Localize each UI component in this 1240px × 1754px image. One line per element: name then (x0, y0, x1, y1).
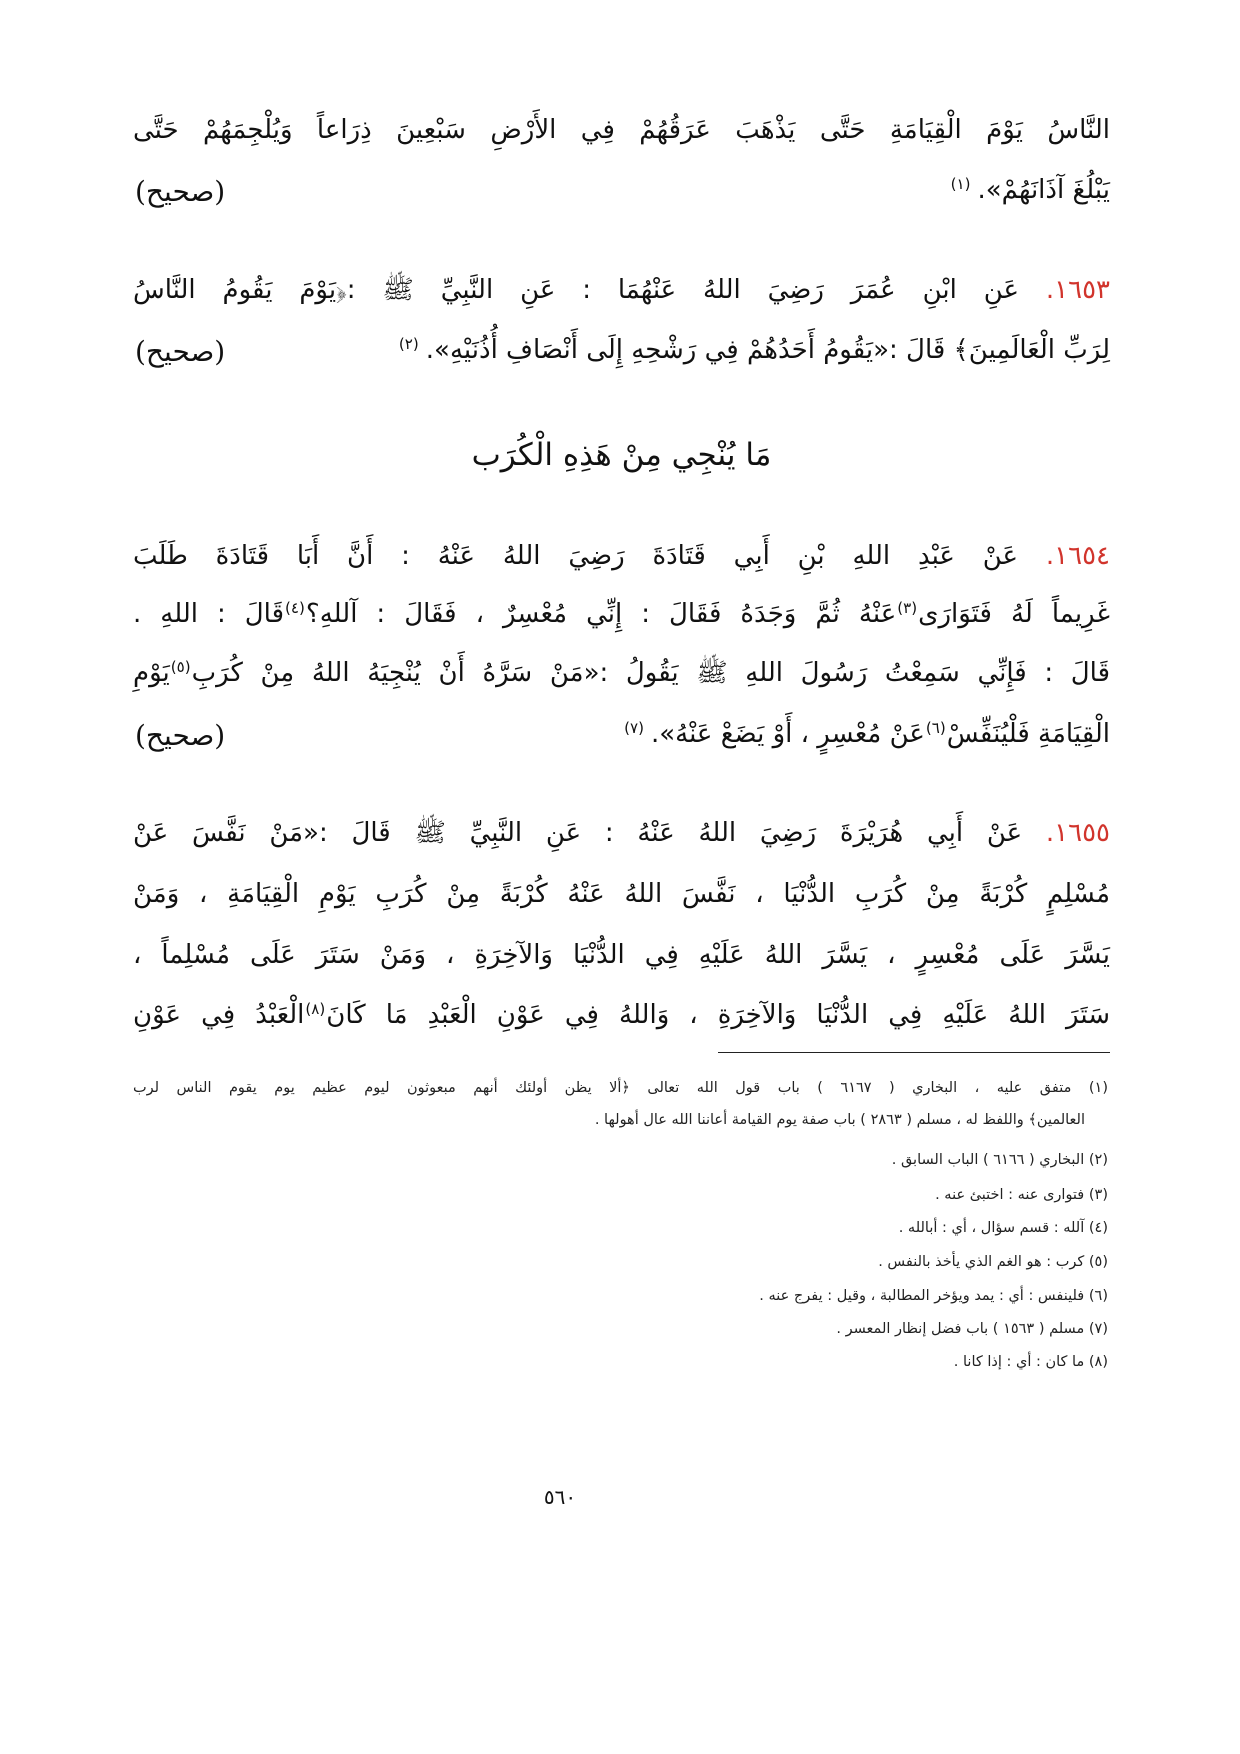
footnote-text: فلينفس : أي : يمد ويؤخر المطالبة ، وقيل : يفرج عنه . (759, 1288, 1085, 1304)
text-line-with-grade (133, 327, 1110, 376)
hadith-first-line (133, 810, 1110, 856)
text-segment: سَتَرَ اللهُ عَلَيْهِ فِي الدُّنْيَا وَالآخِرَةِ ، وَاللهُ فِي عَوْنِ الْعَبْدِ مَا كَانَ (326, 1000, 1110, 1030)
footnote-marker: (٧) (1088, 1321, 1108, 1337)
hadith-first-line (133, 533, 1110, 579)
footnote-reference: (٥) (170, 657, 191, 676)
footnote-reference: (٨) (305, 999, 326, 1018)
footnote-marker: (٢) (1088, 1152, 1108, 1168)
hadith-number: ١٦٥٣. (1045, 275, 1110, 305)
text-line: النَّاسُ يَوْمَ الْقِيَامَةِ حَتَّى يَذْهَبَ عَرَقُهُمْ فِي الأَرْضِ سَبْعِينَ ذِرَاعاً وَيُلْجِمَهُمْ حَتَّى (133, 115, 1110, 145)
footnote-text: البخاري ( ٦١٦٦ ) الباب السابق . (891, 1152, 1085, 1168)
footnote-marker: (٥) (1088, 1254, 1108, 1270)
chapter-heading: مَا يُنْجِي مِنْ هَذِهِ الْكُرَب (471, 437, 772, 473)
text-segment: عَنْ مُعْسِرٍ ، أَوْ يَضَعْ عَنْهُ». (650, 719, 925, 749)
footnote-reference: (١) (950, 174, 971, 193)
footnote-reference: (٢) (398, 334, 419, 353)
text-line (133, 650, 1110, 699)
footnote-text: آلله : قسم سؤال ، أي : أبالله . (898, 1220, 1085, 1236)
footnote-3 (133, 1181, 1108, 1209)
footnote-reference: (٣) (897, 598, 918, 617)
footnote-text: فتوارى عنه : اختبئ عنه . (935, 1187, 1085, 1203)
footnote-5 (133, 1248, 1108, 1276)
hadith-grade: (صحيح) (135, 718, 226, 752)
footnote-marker: (٨) (1088, 1354, 1108, 1370)
footnote-reference: (٦) (925, 718, 946, 737)
footnote-reference: (٤) (285, 598, 305, 617)
text-segment: يَبْلُغَ آذَانَهُمْ». (977, 175, 1110, 205)
footnote-1 (133, 1074, 1108, 1102)
text-group (398, 327, 1110, 376)
footnote-separator (718, 1052, 1110, 1053)
text-segment: يَوْمِ (133, 658, 170, 688)
text-group (950, 167, 1110, 216)
text-segment: الْعَبْدُ فِي عَوْنِ (133, 1000, 305, 1030)
footnote-8 (133, 1348, 1108, 1376)
hadith-number: ١٦٥٤. (1045, 541, 1111, 571)
hadith-first-line (133, 267, 1110, 313)
text-line (133, 591, 1110, 640)
page-number: ٥٦٠ (543, 1485, 577, 1509)
hadith-grade: (صحيح) (135, 174, 226, 208)
text-line: يَسَّرَ عَلَى مُعْسِرٍ ، يَسَّرَ اللهُ عَلَيْهِ فِي الدُّنْيَا وَالآخِرَةِ ، وَمَنْ سَتَرَ عَلَى مُسْلِماً ، (133, 940, 1110, 970)
footnote-marker: (٤) (1088, 1220, 1108, 1236)
footnote-marker: (٦) (1088, 1288, 1108, 1304)
footnote-text: متفق عليه ، البخاري ( ٦١٦٧ ) باب قول الله تعالى ﴿ألا يظن أولئك أنهم مبعوثون ليوم عظيم يوم يقوم الناس لرب (133, 1080, 1072, 1096)
footnote-marker: (٣) (1088, 1187, 1108, 1203)
text-segment: عَنْ أَبِي هُرَيْرَةَ رَضِيَ اللهُ عَنْهُ : عَنِ النَّبِيِّ ﷺ قَالَ :«مَنْ نَفَّسَ عَنْ (133, 818, 1023, 848)
text-segment: عَنْهُ ثُمَّ وَجَدَهُ فَقَالَ : إِنِّي مُعْسِرٌ ، فَقَالَ : آللهِ؟ (305, 599, 897, 629)
text-segment: لِرَبِّ الْعَالَمِينَ﴾ قَالَ :«يَقُومُ أَحَدُهُمْ فِي رَشْحِهِ إِلَى أَنْصَافِ أُذُنَيْهِ». (425, 335, 1110, 365)
footnote-6 (133, 1282, 1108, 1310)
text-segment: الْقِيَامَةِ فَلْيُنَفِّسْ (946, 719, 1110, 749)
footnote-7 (133, 1315, 1108, 1343)
text-segment: قَالَ : فَإِنِّي سَمِعْتُ رَسُولَ اللهِ ﷺ يَقُولُ :«مَنْ سَرَّهُ أَنْ يُنْجِيَهُ اللهُ مِنْ كُرَبِ (191, 658, 1110, 688)
footnote-text: ما كان : أي : إذا كانا . (953, 1354, 1085, 1370)
text-segment: غَرِيماً لَهُ فَتَوَارَى (918, 599, 1111, 629)
text-line-with-grade (133, 711, 1110, 760)
footnote-marker: (١) (1088, 1080, 1108, 1096)
hadith-grade: (صحيح) (135, 334, 226, 368)
footnote-text: مسلم ( ١٥٦٣ ) باب فضل إنظار المعسر . (836, 1321, 1085, 1337)
text-segment: عَنْ عَبْدِ اللهِ بْنِ أَبِي قَتَادَةَ رَضِيَ اللهُ عَنْهُ : أَنَّ أَبَا قَتَادَةَ طَلَبَ (133, 541, 1019, 571)
hadith-number: ١٦٥٥. (1045, 818, 1110, 848)
text-line: مُسْلِمٍ كُرْبَةً مِنْ كُرَبِ الدُّنْيَا ، نَفَّسَ اللهُ عَنْهُ كُرْبَةً مِنْ كُرَبِ يَوْمِ الْقِيَامَةِ ، وَمَنْ (133, 879, 1110, 909)
text-segment: عَنِ ابْنِ عُمَرَ رَضِيَ اللهُ عَنْهُمَا : عَنِ النَّبِيِّ ﷺ :﴿يَوْمَ يَقُومُ النَّاسُ (133, 275, 1019, 305)
footnote-reference: (٧) (624, 718, 644, 737)
text-line-with-grade (133, 167, 1110, 216)
footnote-4 (133, 1214, 1108, 1242)
text-group (623, 711, 1110, 760)
footnote-1-continuation: العالمين﴾ واللفظ له ، مسلم ( ٢٨٦٣ ) باب صفة يوم القيامة أعاننا الله عال أهولها . (594, 1112, 1085, 1128)
text-segment: قَالَ : اللهِ . (133, 599, 285, 629)
footnote-2 (133, 1146, 1108, 1174)
footnote-text: كرب : هو الغم الذي يأخذ بالنفس . (878, 1254, 1085, 1270)
text-line (133, 992, 1110, 1041)
